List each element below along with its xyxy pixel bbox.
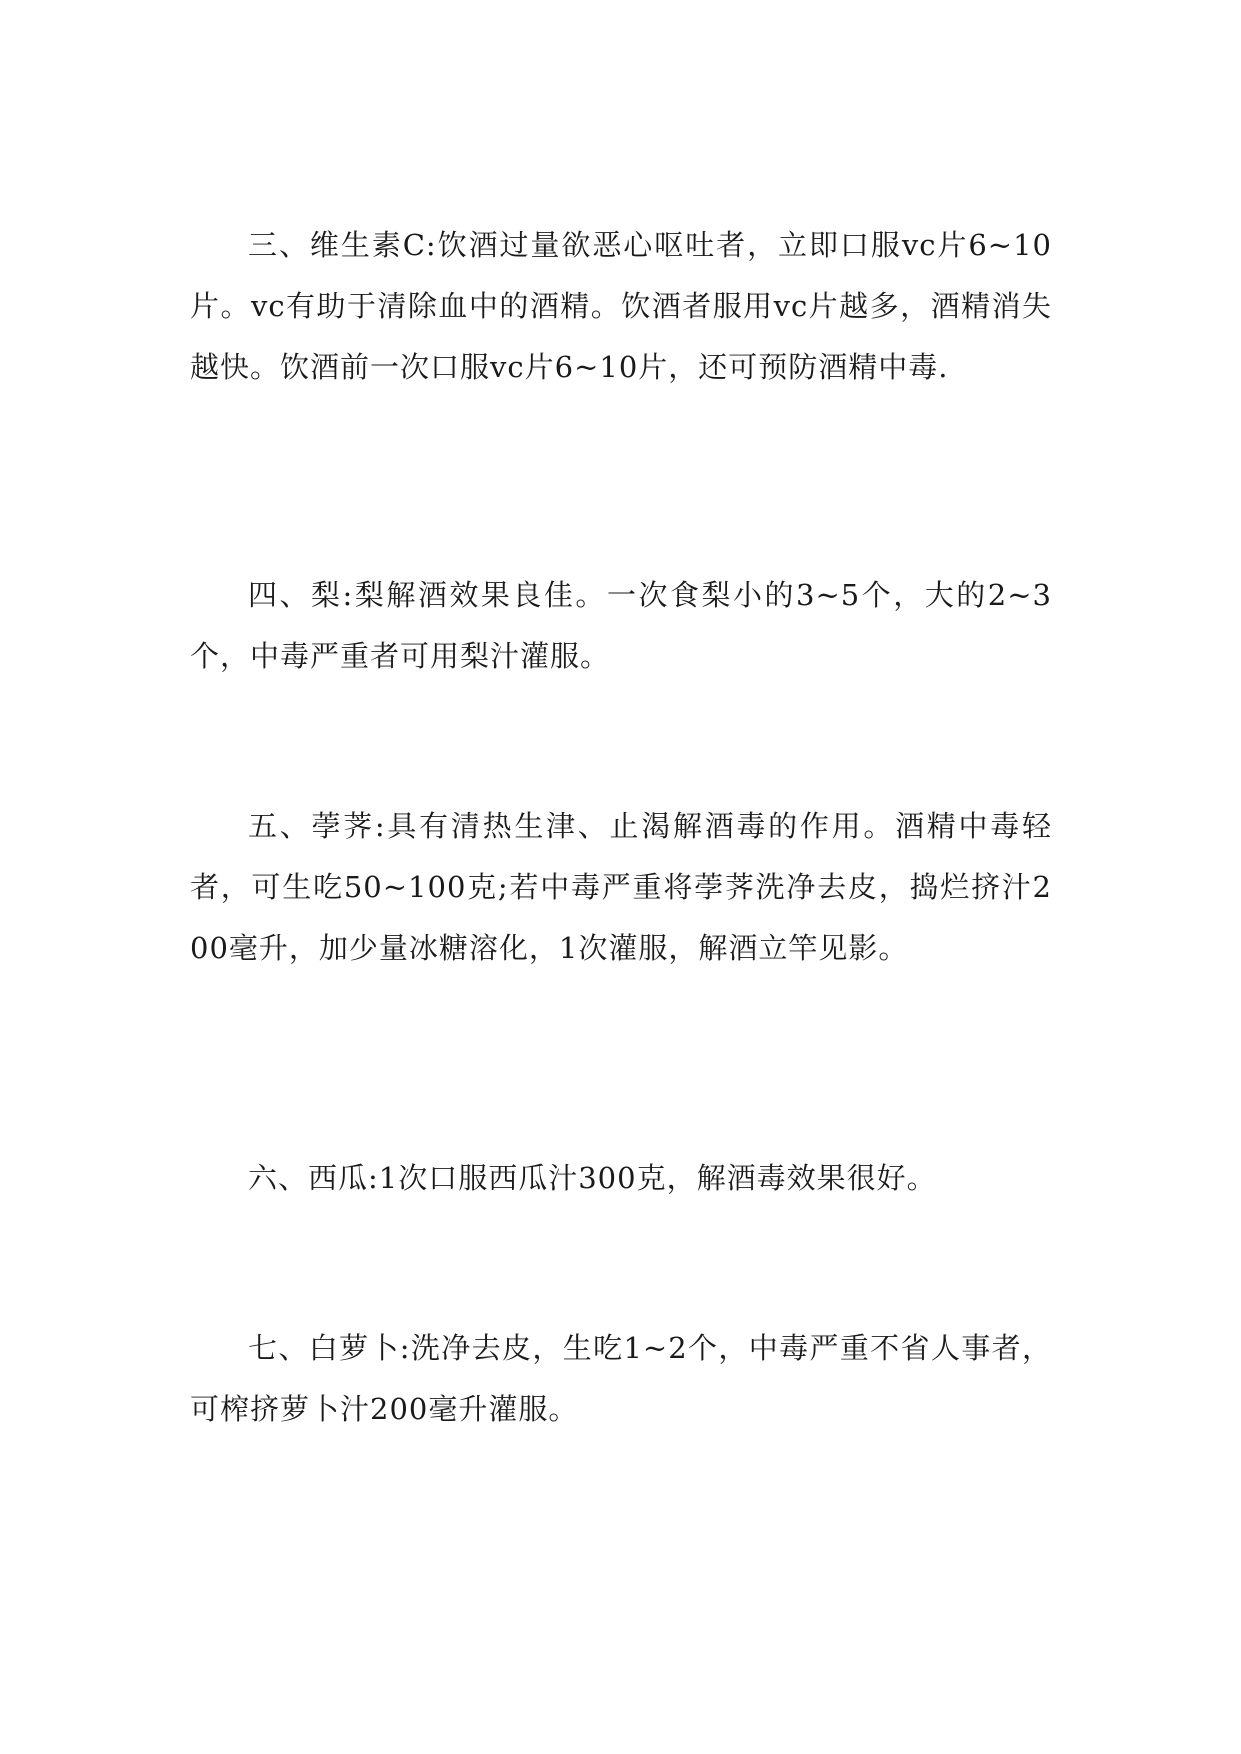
paragraph-white-radish: 七、白萝卜:洗净去皮，生吃1~2个，中毒严重不省人事者，可榨挤萝卜汁200毫升灌服。: [190, 1331, 1052, 1426]
paragraph-vitamin-c: 三、维生素C:饮酒过量欲恶心呕吐者，立即口服vc片6~10片。vc有助于清除血中的酒精。饮酒者服用vc片越多，酒精消失越快。饮酒前一次口服vc片6~10片，还可预防酒精中毒.: [190, 228, 1052, 384]
paragraph-watermelon: 六、西瓜:1次口服西瓜汁300克，解酒毒效果很好。: [248, 1161, 937, 1195]
paragraph-pear: 四、梨:梨解酒效果良佳。一次食梨小的3~5个，大的2~3个，中毒严重者可用梨汁灌服。: [190, 578, 1052, 673]
paragraph-water-chestnut: 五、荸荠:具有清热生津、止渴解酒毒的作用。酒精中毒轻者，可生吃50~100克;若中毒严重将荸荠洗净去皮，捣烂挤汁200毫升，加少量冰糖溶化，1次灌服，解酒立竿见影。: [190, 809, 1052, 965]
